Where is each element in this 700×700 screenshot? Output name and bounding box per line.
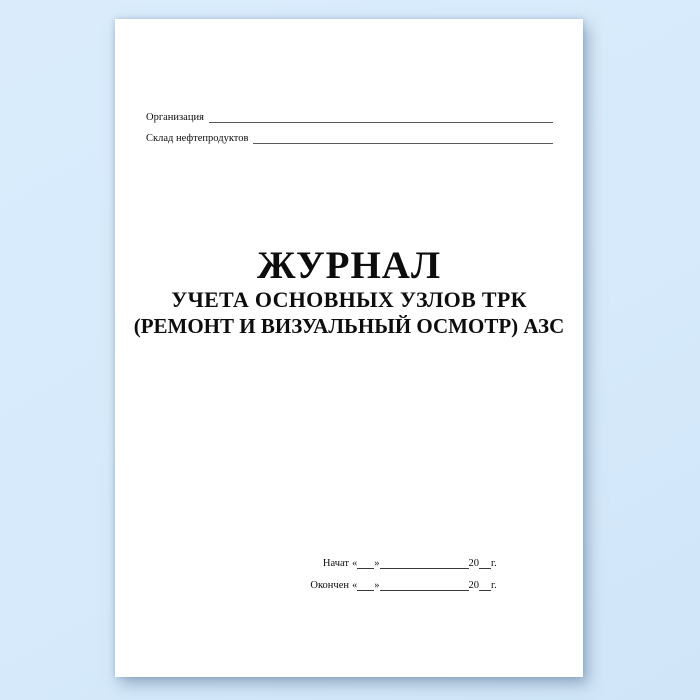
journal-cover-page	[115, 19, 583, 677]
year-prefix: 20	[468, 580, 479, 591]
quote-open: «	[352, 580, 358, 591]
journal-subtitle-line2: (РЕМОНТ И ВИЗУАЛЬНЫЙ ОСМОТР) АЗС	[133, 314, 565, 339]
date-finished-label: Окончен	[310, 580, 349, 591]
date-started-label: Начат	[322, 558, 349, 569]
journal-title: ЖУРНАЛ	[256, 244, 441, 287]
warehouse-label: Склад нефтепродуктов	[146, 133, 249, 144]
year-suffix: г.	[491, 580, 497, 591]
title-block	[115, 246, 583, 337]
dates-block	[308, 557, 497, 601]
quote-close: »	[374, 580, 380, 591]
day-fill-in-line	[357, 557, 374, 569]
year-fill-in-line	[479, 557, 491, 569]
quote-close: »	[374, 558, 380, 569]
organization-fill-in-line	[209, 112, 553, 123]
year-prefix: 20	[468, 558, 479, 569]
year-suffix: г.	[491, 558, 497, 569]
month-fill-in-line	[380, 579, 469, 591]
date-started-row	[308, 557, 497, 570]
date-finished-row	[308, 579, 497, 592]
organization-field	[146, 112, 553, 124]
month-fill-in-line	[380, 557, 469, 569]
journal-subtitle-line1: УЧЕТА ОСНОВНЫХ УЗЛОВ ТРК	[171, 287, 527, 312]
warehouse-fill-in-line	[253, 133, 553, 144]
quote-open: «	[352, 558, 358, 569]
warehouse-field	[146, 133, 553, 145]
day-fill-in-line	[357, 579, 374, 591]
organization-label: Организация	[146, 112, 204, 123]
year-fill-in-line	[479, 579, 491, 591]
